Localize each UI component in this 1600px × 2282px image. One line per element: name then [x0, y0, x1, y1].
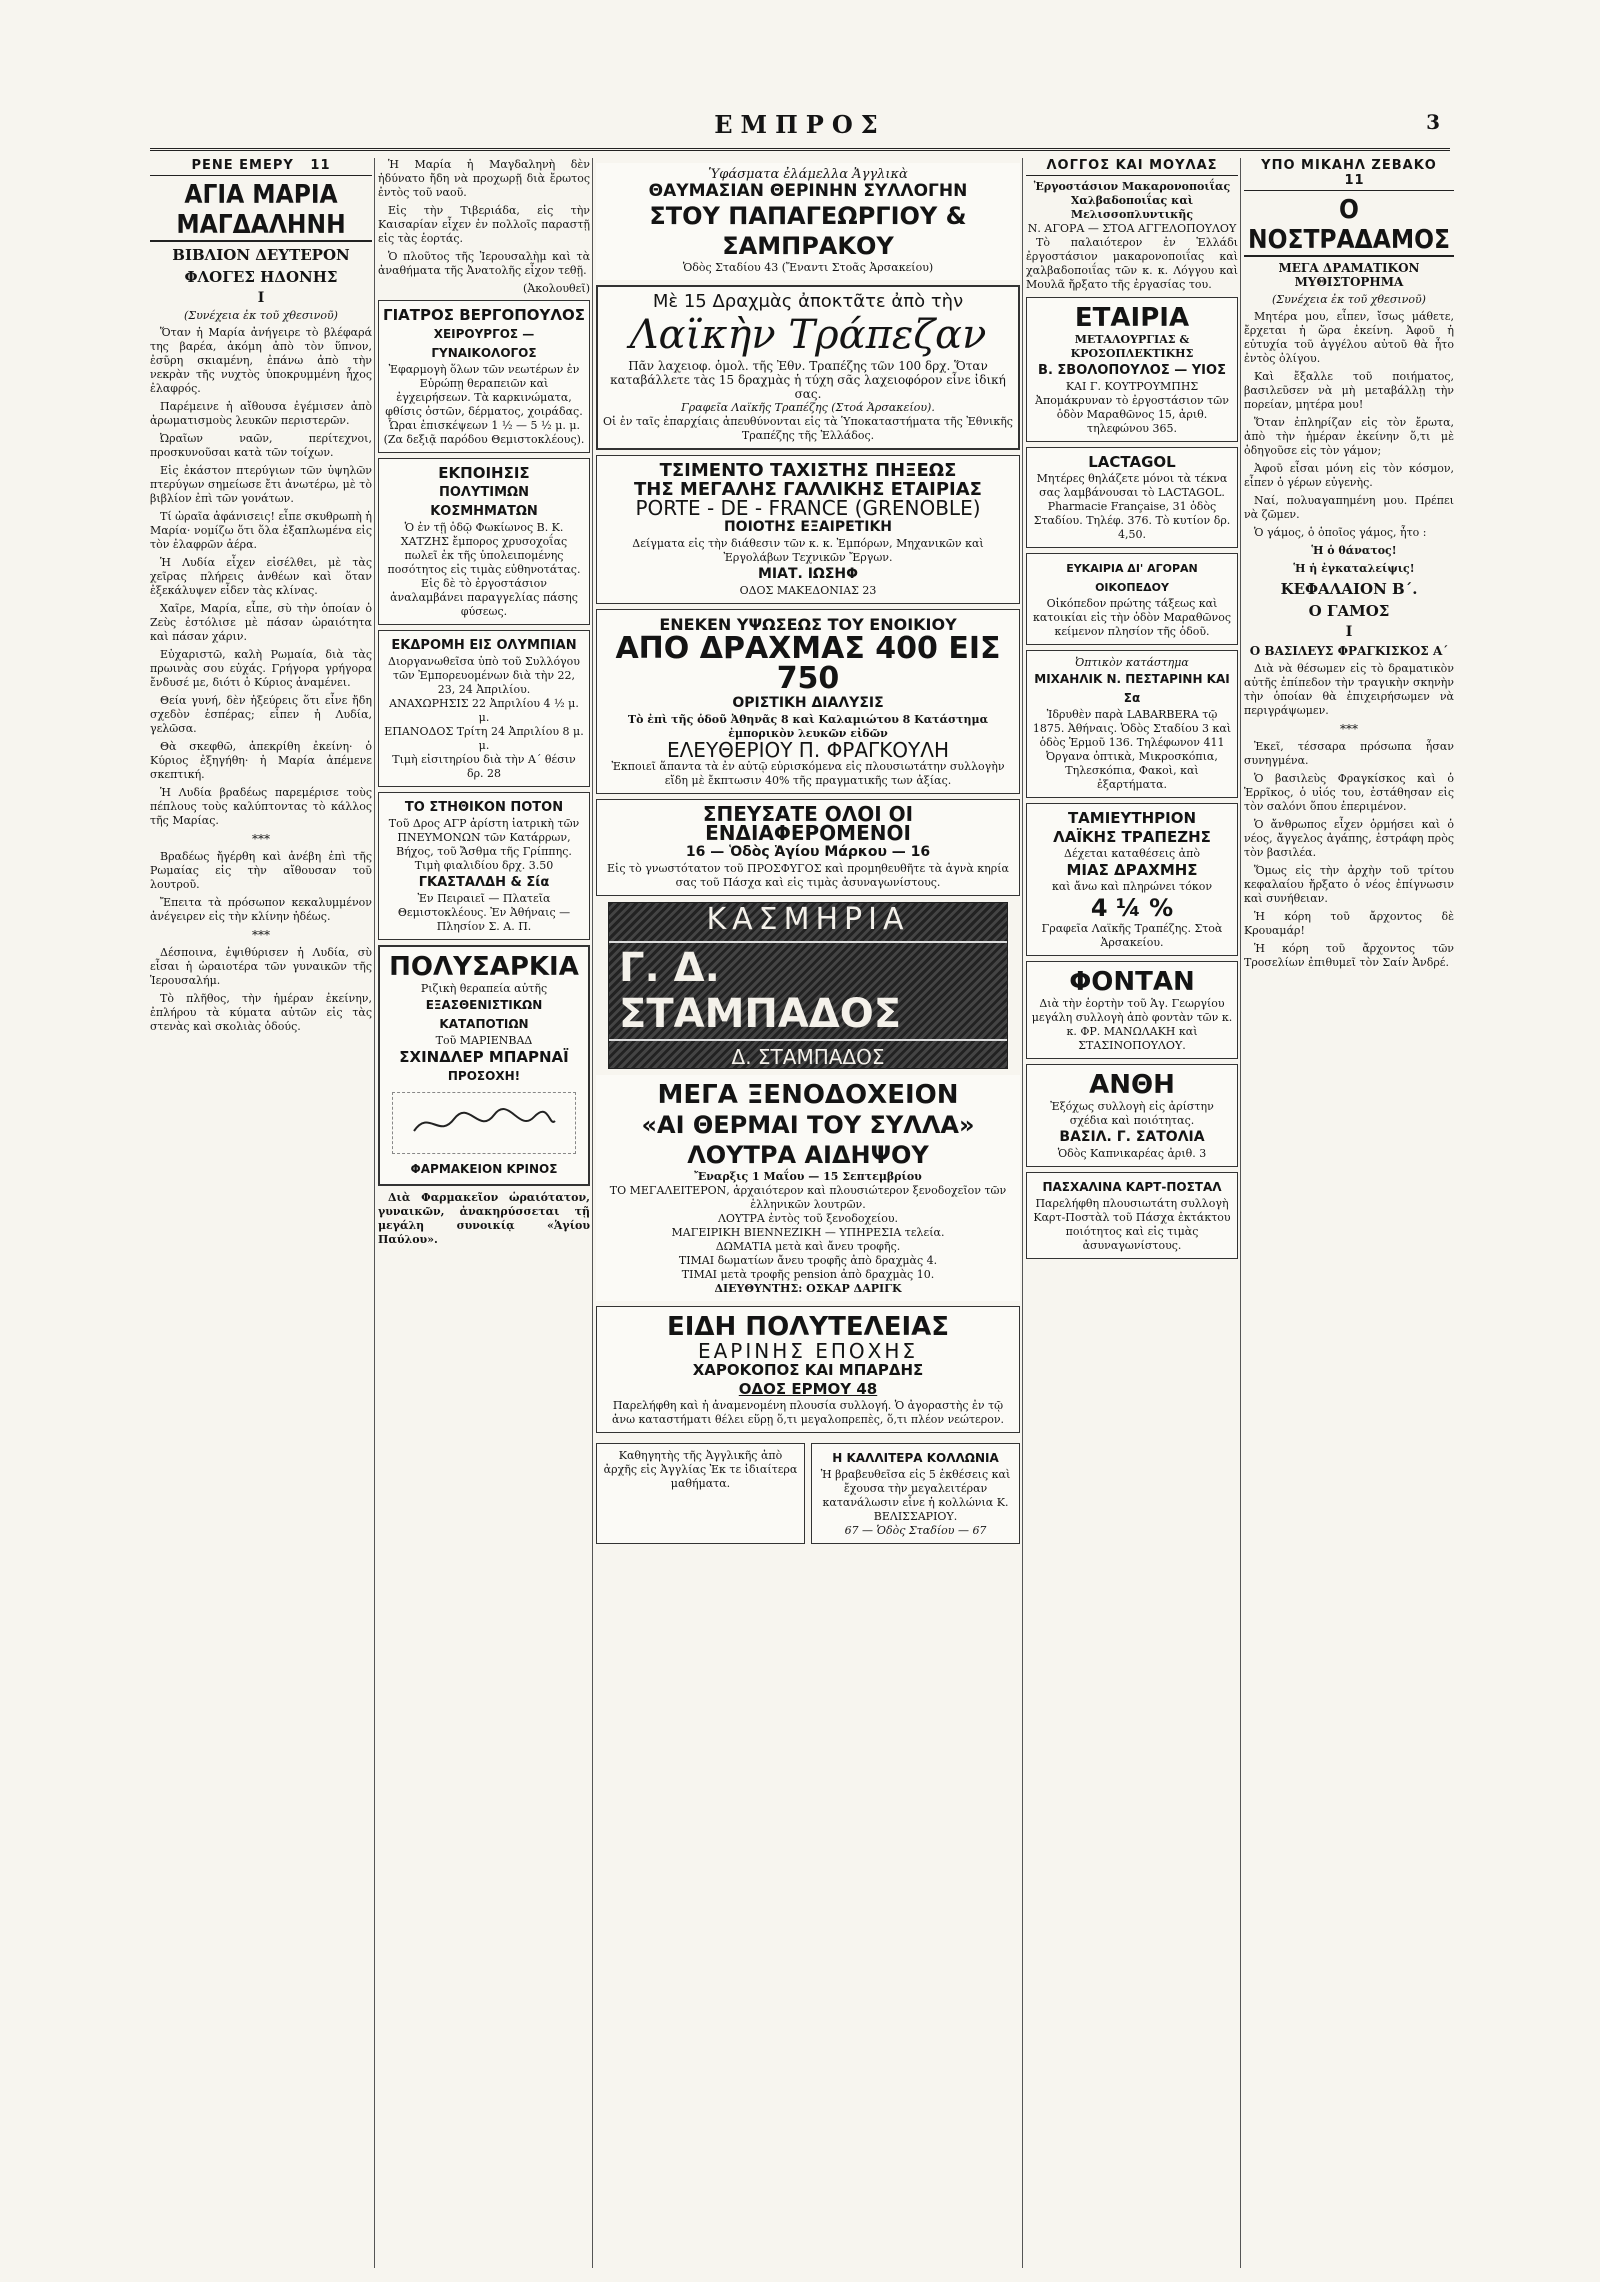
ad-bank-small: Οἱ ἐν ταῖς ἐπαρχίαις ἀπευθύνονται εἰς τὰ Ὑποκαταστήματα τῆς Ἐθνικῆς Τραπέζης τῆς Ἑλλάδος.	[603, 415, 1013, 442]
ad-optical-text: Ἱδρυθὲν παρὰ LABARBERA τῷ 1875. Ἀθήναις. Ὁδὸς Σταδίου 3 καὶ ὁδὸς Ἑρμοῦ 136. Τηλέφωνον 411	[1032, 708, 1232, 749]
ad-drink-heading: ΤΟ ΣΤΗΘΙΚΟΝ ΠΟΤΟΝ	[404, 800, 564, 815]
ad-cement-heading: ΤΣΙΜΕΝΤΟ ΤΑΧΙΣΤΗΣ ΠΗΞΕΩΣ	[659, 460, 957, 481]
serial-paragraph: Ἔπειτα τὰ πρόσωπον κεκαλυμμένον ἀνέγειρεν εἰς τὴν κλίνην ἠδέως.	[150, 896, 372, 923]
ad-bank-office: Γραφεῖα Λαϊκῆς Τραπέζης (Στοά Ἀρσακείου).	[681, 401, 935, 414]
ad-cologne-heading: Η ΚΑΛΛΙΤΕΡΑ ΚΟΛΛΩΝΙΑ	[832, 1451, 999, 1465]
ad-hotel-line: ΛΟΥΤΡΑ ἐντὸς τοῦ ξενοδοχείου.	[717, 1212, 899, 1225]
ad-savings	[1026, 803, 1238, 956]
serial-paragraph: Ὁ πλοῦτος τῆς Ἱερουσαλὴμ καὶ τὰ ἀναθήματα τῆς Ἀνατολῆς εἶχον τεθῇ.	[378, 250, 590, 277]
ad-slimming-pharmacy: ΦΑΡΜΑΚΕΙΟΝ ΚΡΙΝΟΣ	[410, 1162, 558, 1176]
serial-paragraph: Ἡ Λυδία εἶχεν εἰσέλθει, μὲ τὰς χεῖρας πλήρεις ἀνθέων καὶ ὅταν ἐξεκάλυψεν εἶδεν τὰς κλίνας.	[150, 556, 372, 597]
ad-flowers-addr: Ὁδὸς Καπνικαρέας ἀριθ. 3	[1057, 1147, 1207, 1160]
column-serial-magdalene	[150, 158, 372, 1038]
serial-paragraph: Θεία γυνή, δὲν ἠξεύρεις ὅτι εἶνε ἤδη σχεδὸν ἑσπέρας; εἶπεν ἡ Λυδία, γελῶσα.	[150, 694, 372, 735]
ad-summer-fabrics	[596, 163, 1020, 280]
ad-house-heading: ΕΥΚΑΙΡΙΑ ΔΙ' ΑΓΟΡΑΝ ΟΙΚΟΠΕΔΟΥ	[1066, 562, 1198, 594]
serial-paragraph: Ἡ ἡ ἐγκαταλείψις!	[1293, 562, 1415, 575]
ad-hurry-address: 16 — Ὁδὸς Ἁγίου Μάρκου — 16	[685, 844, 931, 860]
ad-fontan-text: Διὰ τὴν ἑορτὴν τοῦ Ἁγ. Γεωργίου μεγάλη συλλογὴ ἀπὸ φοντὰν τῶν κ. κ. ΦΡ. ΜΑΝΩΛΑΚΗ καὶ ΣΤΑΣΙΝΟΠΟΥΛΟΥ.	[1031, 997, 1233, 1052]
ad-doctor-name: ΓΙΑΤΡΟΣ ΒΕΡΓΟΠΟΥΛΟΣ	[383, 306, 585, 324]
ad-doctor-text: Ἐφαρμογὴ ὅλων τῶν νεωτέρων ἐν Εὐρώπῃ θεραπειῶν καὶ ἐγχειρήσεων. Τὰ καρκινώματα, φθίσις ὀστῶν, δέρματος, χοιράδας.	[385, 363, 583, 418]
ad-summer-heading: ΘΑΥΜΑΣΙΑΝ ΘΕΡΙΝΗΝ ΣΥΛΛΟΓΗΝ	[648, 181, 968, 201]
ad-house-text: Οἰκόπεδον πρώτης τάξεως καὶ κατοικίαι εἰς τὴν ὁδὸν Μαραθῶνος κείμενον πλησίον τῆς ὁδοῦ.	[1033, 597, 1231, 638]
ad-jewels	[378, 458, 590, 625]
ad-fontan-heading: ΦΟΝΤΑΝ	[1069, 967, 1195, 997]
ad-logos-text: Τὸ παλαιότερον ἐν Ἑλλάδι ἐργοστάσιον μακαρονοποιΐας καὶ χαλβαδοποιΐας τῶν κ. κ. Λόγγου καὶ Μουλᾶ ἤρξατο τῆς ἐργασίας του.	[1026, 236, 1238, 291]
column-serial-nostradamus	[1244, 158, 1454, 974]
serial-paragraph: Διὰ νὰ θέσωμεν εἰς τὸ δραματικὸν αὐτῆς ἐπίπεδον τὴν τραγικὴν σκηνὴν τὴν ὁποίαν θὰ ἐπιχειρήσωμεν νὰ περιγράψωμεν.	[1244, 662, 1454, 717]
ad-fontan	[1026, 961, 1238, 1059]
serial-paragraph: Καὶ ἔξαλλε τοῦ ποιήματος, βασιλεῦσεν νὰ μὴ μεταβάλλῃ τὴν πορείαν, μητέρα μου!	[1244, 370, 1454, 411]
ad-optical	[1026, 650, 1238, 798]
ad-savings-interest: 4 ¼ %	[1090, 894, 1174, 922]
ad-postcards-heading: ΠΑΣΧΑΛΙΝΑ ΚΑΡΤ-ΠΟΣΤΑΛ	[1042, 1180, 1222, 1194]
ad-metal-text: Ἀπομάκρυναν τὸ ἐργοστάσιον τῶν ὁδὸν Μαραθῶνος 15, ἀριθ. τηλεφώνου 365.	[1035, 394, 1229, 435]
ad-hotel-line: ΜΑΓΕΙΡΙΚΗ ΒΙΕΝΝΕΖΙΚΗ — ΥΠΗΡΕΣΙΑ τελεία.	[671, 1226, 945, 1239]
ad-jewels-text: Ὁ ἐν τῇ ὁδῷ Φωκίωνος Β. Κ. ΧΑΤΖΗΣ ἔμπορος χρυσοχοΐας πωλεῖ ἐκ τῆς ὑπολειπομένης ποσότητος εἰς τιμὰς εὐθηνοτάτας.	[387, 521, 581, 576]
serial-title: Ο ΝΟΣΤΡΑΔΑΜΟΣ	[1244, 195, 1454, 257]
serial-paragraph: Θὰ σκεφθῶ, ἀπεκρίθη ἐκείνη· ὁ Κύριος ἐξηγήθη· ἡ Μαρία ἀπέμενε σκεπτική.	[150, 740, 372, 781]
ad-slimming-headline: ΠΟΛΥΣΑΡΚΙΑ	[389, 952, 579, 982]
ad-jewels-heading: ΕΚΠΟΙΗΣΙΣ	[438, 464, 530, 482]
ad-english-teacher	[596, 1443, 805, 1544]
column-rule	[374, 158, 375, 2268]
serial-author-line	[150, 158, 372, 176]
ad-drink-price: Τιμὴ φιαλιδίου δρχ. 3.50	[414, 859, 554, 872]
ad-kashmir-line2: Γ. Δ. ΣΤΑΜΠΑΔΟΣ	[609, 941, 1007, 1041]
ad-jewels-note: Εἰς δὲ τὸ ἐργοστάσιον ἀναλαμβάνει παραγγελίας πάσης φύσεως.	[390, 577, 578, 618]
serial-paragraph: Χαῖρε, Μαρία, εἶπε, σὺ τὴν ὁποίαν ὁ Ζεὺς ἐστόλισε μὲ πάσαν ὡραιότητα καὶ πάσαν χάριν.	[150, 602, 372, 643]
ad-cement-brand: PORTE - DE - FRANCE (GRENOBLE)	[635, 496, 981, 520]
ad-rent-text: Τὸ ἐπὶ τῆς ὁδοῦ Ἀθηνᾶς 8 καὶ Καλαμιώτου 8 Κατάστημα ἐμπορικὸν λευκῶν εἰδῶν	[627, 713, 989, 740]
ad-cologne-text: Ἡ βραβευθεῖσα εἰς 5 ἐκθέσεις καὶ ἔχουσα τὴν μεγαλειτέραν κατανάλωσιν εἶνε ἡ κολλώνια Κ. ΒΕΛΙΣΣΑΡΙΟΥ.	[820, 1468, 1011, 1523]
ad-luxury-address: ΟΔΟΣ ΕΡΜΟΥ 48	[738, 1380, 878, 1398]
ad-savings-label: καὶ ἄνω καὶ πληρώνει τόκον	[1051, 880, 1213, 893]
ad-rent-note: Ἐκποιεῖ ἅπαντα τὰ ἐν αὐτῷ εὑρισκόμενα εἰς πλουσιωτάτην συλλογὴν εἴδη μὲ ἔκπτωσιν 40% τῆς πραγματικῆς των ἀξίας.	[611, 760, 1005, 787]
serial-paragraph: Ὁ γάμος, ὁ ὁποῖος γάμος, ἦτο :	[1254, 526, 1427, 539]
ad-summer-store: ΣΤΟΥ ΠΑΠΑΓΕΩΡΓΙΟΥ & ΣΑΜΠΡΑΚΟΥ	[649, 202, 967, 260]
serial-number: 11	[310, 158, 331, 173]
ad-cement-quality: ΠΟΙΟΤΗΣ ΕΞΑΙΡΕΤΙΚΗ	[723, 519, 893, 535]
ad-hotel-text: ΤΟ ΜΕΓΑΛΕΙΤΕΡΟΝ, ἀρχαιότερον καὶ πλουσιώτερον ξενοδοχεῖον τῶν ἑλληνικῶν λουτρῶν.	[609, 1184, 1007, 1211]
serial-title: ΑΓΙΑ ΜΑΡΙΑ ΜΑΓΔΑΛΗΝΗ	[150, 180, 372, 242]
chapter-title: ΦΛΟΓΕΣ ΗΔΟΝΗΣ	[184, 268, 338, 286]
ad-luxury-text: Παρελήφθη καὶ ἡ ἀναμενομένη πλουσία συλλογή. Ὁ ἀγοραστὴς ἐν τῷ ἀνω καταστήματι θέλει εὕρῃ ὅ,τι μεγαλοπρεπὲς, ὅ,τι πλέον νεώτερον.	[611, 1399, 1005, 1426]
ad-flowers-heading: ΑΝΘΗ	[1089, 1070, 1175, 1100]
book-title: ΒΙΒΛΙΟΝ ΔΕΥΤΕΡΟΝ	[172, 246, 350, 264]
ad-hotel-baths: ΛΟΥΤΡΑ ΑΙΔΗΨΟΥ	[687, 1141, 929, 1169]
serial-paragraph: Ὁ ἄνθρωπος εἶχεν ὁρμήσει καὶ ὁ νέος, ἄγγελος ἀγάπης, ἐστράφη πρὸς τὸν βασιλέα.	[1244, 818, 1454, 859]
ad-postcards	[1026, 1172, 1238, 1259]
ad-rent-increase	[596, 609, 1020, 794]
ad-hotel-season: Ἔναρξις 1 Μαΐου — 15 Σεπτεμβρίου	[694, 1170, 922, 1183]
ad-doctor	[378, 300, 590, 453]
ad-luxury-heading: ΕΙΔΗ ΠΟΛΥΤΕΛΕΙΑΣ	[666, 1312, 950, 1342]
ad-optical-note: Ὀργανα ὀπτικὰ, Μικροσκόπια, Τηλεσκόπια, Φακοὶ, καὶ ἐξαρτήματα.	[1046, 750, 1218, 791]
ad-metal-partner: ΚΑΙ Γ. ΚΟΥΤΡΟΥΜΠΗΣ	[1065, 380, 1199, 393]
serial-paragraph: Τί ὡραῖα ἀφάνισεις! εἶπε σκυθρωπὴ ἡ Μαρία· νομίζω ὅτι ὅλα ἐξαπλωμένα εἰς τὸν ἐλαφρῶν ἀέρα.	[150, 510, 372, 551]
ad-lactagol-place: Pharmacie Française, 31 ὁδὸς Σταδίου. Τηλέφ. 376. Τὸ κυτίον δρ. 4,50.	[1033, 500, 1231, 541]
column-advertisements	[596, 158, 1020, 1549]
serial-subtitle: ΜΕΓΑ ΔΡΑΜΑΤΙΚΟΝ ΜΥΘΙΣΤΟΡΗΜΑ	[1278, 261, 1420, 289]
ad-cement-company: ΤΗΣ ΜΕΓΑΛΗΣ ΓΑΛΛΙΚΗΣ ΕΤΑΙΡΙΑΣ	[634, 479, 982, 500]
ad-doctor-title: ΧΕΙΡΟΥΡΓΟΣ — ΓΥΝΑΙΚΟΛΟΓΟΣ	[431, 327, 537, 360]
ad-drink-seller: ΓΚΑΣΤΑΛΔΗ & Σία	[418, 875, 550, 890]
ad-slimming-sign: ΠΡΟΣΟΧΗ!	[447, 1069, 521, 1083]
ad-flowers-owner: ΒΑΣΙΛ. Γ. ΣΑΤΟΛΙΑ	[1059, 1129, 1205, 1145]
column-serial-continued	[378, 158, 590, 1251]
ad-hurry-text: Εἰς τὸ γνωστότατον τοῦ ΠΡΟΣΦΥΓΟΣ καὶ προμηθευθῆτε τὰ ἁγνὰ κηρία σας τοῦ Πάσχα καὶ εἰς τιμὰς ἀσυναγωνίστους.	[607, 862, 1009, 889]
ad-chest-drink	[378, 792, 590, 940]
ad-house	[1026, 553, 1238, 645]
serial-paragraph: Ὅταν ἡ Μαρία ἀνήγειρε τὸ βλέφαρά της βαρέα, ἀκόμη ἀπὸ τὸν ὕπνον, ἐσῦρη σκιαμένη, ἐπάνω ἀπὸ τὴν νεκρὰν τῆς νυχτὸς ὑποκρυμμένη ἦχος ἐλαφρός.	[150, 326, 372, 395]
masthead	[150, 108, 1450, 151]
ad-cement	[596, 455, 1020, 604]
ad-optical-heading: Ὀπτικὸν κατάστημα	[1075, 656, 1189, 669]
serial-paragraph: Ἡ ὁ θάνατος!	[1311, 544, 1397, 557]
chapter-number: Ι	[257, 290, 265, 306]
page-number: 3	[1426, 110, 1440, 134]
serial-paragraph: Ἡ Μαρία ἡ Μαγδαληνὴ δὲν ἠδύνατο ἤδη νὰ προχωρῇ διὰ ἔρωτος ἐντὸς τοῦ ναοῦ.	[378, 158, 590, 199]
ad-metal-heading: ΕΤΑΙΡΙΑ	[1074, 303, 1190, 333]
ad-hotel-line: ΤΙΜΑΙ δωματίων ἄνευ τροφῆς ἀπὸ δραχμὰς 4.	[678, 1254, 938, 1267]
ad-slimming-doctor: ΣΧΙΝΔΛΕΡ ΜΠΑΡΝΑΪ	[399, 1048, 569, 1066]
ad-cement-agent: ΜΙΑΤ. ΙΩΣΗΦ	[757, 566, 858, 582]
serial-paragraph: Ὅταν ἐπληρίζαν εἰς τὸν ἔρωτα, ἀπὸ τὴν ἡμέραν ἐκείνην ὅ,τι μὲ ὁδηγοῦσε εἰς τὸν γάμον;	[1244, 416, 1454, 457]
ad-savings-min: ΜΙΑΣ ΔΡΑΧΜΗΣ	[1066, 861, 1198, 879]
newspaper-title: ΕΜΠΡΟΣ	[714, 110, 886, 139]
section-separator: ***	[252, 832, 270, 846]
ad-olympia-text: Διοργανωθεῖσα ὑπὸ τοῦ Συλλόγου τῶν Ἐμπορευομένων διὰ τὴν 22, 23, 24 Ἀπριλίου.	[388, 655, 580, 696]
continuation-note: (Συνέχεια ἐκ τοῦ χθεσινοῦ)	[1272, 293, 1426, 306]
ad-slimming-of: Τοῦ ΜΑΡΙΕΝΒΑΔ	[435, 1034, 533, 1047]
serial-paragraph: Ἀφοῦ εἶσαι μόνη εἰς τὸν κόσμον, εἶπεν ὁ γέρων εὐγενὴς.	[1244, 462, 1454, 489]
ad-olympia	[378, 630, 590, 787]
serial-paragraph: Ἐκεῖ, τέσσαρα πρόσωπα ἦσαν συνηγμένα.	[1244, 740, 1454, 767]
ad-cologne-address: 67 — Ὁδὸς Σταδίου — 67	[844, 1524, 987, 1537]
serial-sign-off: (Ἀκολουθεῖ)	[523, 282, 590, 295]
serial-paragraph: Ἡ Λυδία βραδέως παρεμέρισε τοὺς πέπλους τοὺς καλύπτοντας τὸ κάλλος τῆς Μαρίας.	[150, 786, 372, 827]
serial-author: ΥΠΟ ΜΙΚΑΗΛ ΖΕΒΑΚΟ	[1261, 158, 1437, 173]
ad-summer-top: Ὑφάσματα ἐλάμελλα Ἀγγλικὰ	[708, 167, 908, 182]
serial-author: ΡΕΝΕ ΕΜΕΡΥ	[191, 158, 294, 173]
ad-metal-sub: ΜΕΤΑΛΟΥΡΓΙΑΣ & ΚΡΟΣΟΠΛΕΚΤΙΚΗΣ	[1070, 333, 1194, 360]
bottom-ads-row	[596, 1438, 1020, 1549]
ad-summer-address: Ὁδὸς Σταδίου 43 (Ἔναντι Στοᾶς Ἀρσακείου)	[682, 261, 934, 274]
ad-flowers-text: Ἐξόχως συλλογὴ εἰς ἀρίστην σχέδια καὶ ποιότητας.	[1050, 1100, 1214, 1127]
signature-scribble-icon	[409, 1105, 559, 1141]
section-title: Ο ΒΑΣΙΛΕΥΣ ΦΡΑΓΚΙΣΚΟΣ Α΄	[1249, 644, 1449, 658]
ad-cement-address: ΟΔΟΣ ΜΑΚΕΔΟΝΙΑΣ 23	[739, 584, 877, 597]
ad-olympia-return: ΕΠΑΝΟΔΟΣ Τρίτη 24 Ἀπριλίου 8 μ. μ.	[384, 725, 584, 752]
ad-olympia-heading: ΕΚΔΡΟΜΗ ΕΙΣ ΟΛΥΜΠΙΑΝ	[391, 638, 577, 653]
section-separator: ***	[1340, 722, 1358, 736]
ad-savings-text: Δέχεται καταθέσεις ἀπὸ	[1064, 847, 1200, 860]
chapter-title: Ο ΓΑΜΟΣ	[1308, 602, 1390, 620]
ad-optical-name: ΜΙΧΑΗΛΙΚ Ν. ΠΕΣΤΑΡΙΝΗ ΚΑΙ Σα	[1034, 672, 1230, 705]
ad-luxury-sub: ΕΑΡΙΝΗΣ ΕΠΟΧΗΣ	[697, 1339, 919, 1363]
ad-bank-name: Λαϊκὴν Τράπεζαν	[629, 312, 987, 358]
column-rule	[1240, 158, 1241, 2268]
serial-number: 11	[1344, 173, 1365, 188]
ad-olympia-price: Τιμὴ εἰσιτηρίου διὰ τὴν Α΄ θέσιν δρ. 28	[392, 753, 576, 780]
ad-jewels-heading2: ΠΟΛΥΤΙΜΩΝ ΚΟΣΜΗΜΑΤΩΝ	[430, 485, 538, 519]
serial-paragraph: Εἰς ἐκάστον πτερύγιων τῶν ὑψηλῶν πτερύγων σημείωσε ἔτι ἀνωτέρω, μὲ τὸ βιβλίον ἐπὶ τῶν γονάτων.	[150, 464, 372, 505]
ad-savings-sub: ΛΑΪΚΗΣ ΤΡΑΠΕΖΗΣ	[1053, 828, 1211, 846]
ad-luxury-store: ΧΑΡΟΚΟΠΟΣ ΚΑΙ ΜΠΑΡΔΗΣ	[692, 1361, 924, 1379]
ad-people-bank	[596, 285, 1020, 450]
ad-rent-owner: ΕΛΕΥΘΕΡΙΟΥ Π. ΦΡΑΓΚΟΥΛΗ	[666, 738, 949, 762]
column-rule	[592, 158, 593, 2268]
ad-drink-places: Ἐν Πειραιεῖ — Πλατεῖα Θεμιστοκλέους. Ἐν Ἀθήναις — Πλησίον Σ. Α. Π.	[397, 892, 571, 933]
serial-paragraph: Εὐχαριστῶ, καλὴ Ρωμαία, διὰ τὰς πρωινὰς σου εὐχάς. Γρήγορα γρήγορα ἔνδυσέ με, διότι ὁ Κύριος ἀναμένει.	[150, 648, 372, 689]
ad-lactagol-heading: LACTAGOL	[1088, 453, 1176, 471]
ad-savings-office: Γραφεῖα Λαϊκῆς Τραπέζης. Στοὰ Ἀρσακείου.	[1041, 922, 1223, 949]
ad-kashmir-line1: ΚΑΣΜΗΡΙΑ	[706, 902, 910, 937]
serial-paragraph: Ὁ βασιλεὺς Φραγκίσκος καὶ ὁ Ἑρρῖκος, ὁ υἱός του, ἐστάθησαν εἰς τὸν σαλόνι ὅπου ἐπεριμένον.	[1244, 772, 1454, 813]
serial-paragraph: Ὠραῖων ναῶν, περίτεχνοι, προσκυνοῦσαι κατὰ τῶν τοίχων.	[150, 432, 372, 459]
serial-paragraph: Ὅμως εἰς τὴν ἀρχὴν τοῦ τρίτου κεφαλαίου ἤρξατο ὁ νέος ἐπίγνωσιν καὶ συνήθειαν.	[1244, 864, 1454, 905]
ad-hotel-line: ΤΙΜΑΙ μετὰ τροφῆς pension ἀπὸ δραχμὰς 10.	[681, 1268, 935, 1281]
ad-drink-text: Τοῦ Δρος ΑΓΡ ἀρίστη ἰατρικὴ τῶν ΠΝΕΥΜΟΝΩΝ τῶν Κατάρρων, Βήχος, τοῦ Ἄσθμα τῆς Γρίππης.	[388, 817, 580, 858]
ad-logos-subheader: Ἐργοστάσιον Μακαρονοποιΐας Χαλβαδοποιΐας καὶ Μελισσοπλυντικῆς	[1033, 180, 1231, 221]
ad-luxury	[596, 1306, 1020, 1433]
ad-hurry-heading: ΣΠΕΥΣΑΤΕ ΟΛΟΙ ΟΙ ΕΝΔΙΑΦΕΡΟΜΕΝΟΙ	[702, 802, 914, 845]
ad-pharmacy-bottom: Διὰ Φαρμακεῖον ὡραιότατον, γυναικῶν, ἀνακηρύσσεται τῇ μεγάλη συνοικίᾳ «Ἁγίου Παύλου».	[378, 1191, 590, 1246]
serial-paragraph: Τὸ πλῆθος, τὴν ἡμέραν ἐκείνην, ἐπλήρου τὰ κύματα αὐτῶν εἰς τὰς στενὰς καὶ σκολιὰς ὁδούς.	[150, 992, 372, 1033]
ad-doctor-hours: Ὧραι ἐπισκέψεων 1 ½ — 5 ½ μ. μ. (Ζα δεξιᾷ παρόδου Θεμιστοκλέους).	[383, 419, 585, 446]
ad-olympia-departure: ΑΝΑΧΩΡΗΣΙΣ 22 Ἀπριλίου 4 ½ μ. μ.	[389, 697, 579, 724]
ad-hotel-line: ΔΩΜΑΤΙΑ μετὰ καὶ ἄνευ τροφῆς.	[715, 1240, 901, 1253]
ad-slimming-product: ΕΞΑΣΘΕΝΙΣΤΙΚΩΝ ΚΑΤΑΠΟΤΙΩΝ	[425, 998, 543, 1031]
serial-paragraph: Μητέρα μου, εἶπεν, ἴσως μάθετε, ἔρχεται ἡ ὥρα ἐκείνη. Ἀφοῦ ἡ εὐτυχία τοῦ ἀγγέλου αὐτοῦ θὰ ἦτο ἐντὸς ὀλίγου.	[1244, 310, 1454, 365]
ad-cologne	[811, 1443, 1020, 1544]
ad-metallurgy	[1026, 297, 1238, 442]
chapter-heading: ΚΕΦΑΛΑΙΟΝ Β΄.	[1280, 580, 1418, 598]
ad-teacher-text: Καθηγητὴς τῆς Ἀγγλικῆς ἀπὸ ἀρχῆς εἰς Ἀγγλίας Ἐκ τε ἰδιαίτερα μαθήματα.	[603, 1449, 798, 1490]
ad-flowers	[1026, 1064, 1238, 1167]
serial-paragraph: Βραδέως ἤγέρθη καὶ ἀνέβη ἐπὶ τῆς Ρωμαίας εἰς τὴν αἴθουσαν τοῦ λουτροῦ.	[150, 850, 372, 891]
ad-rent-sub: ΟΡΙΣΤΙΚΗ ΔΙΑΛΥΣΙΣ	[732, 695, 884, 711]
ad-cement-text: Δείγματα εἰς τὴν διάθεσιν τῶν κ. κ. Ἐμπόρων, Μηχανικῶν καὶ Ἐργολάβων Τεχνικῶν Ἔργων.	[632, 537, 984, 564]
ad-savings-heading: ΤΑΜΙΕΥΤΗΡΙΟΝ	[1067, 809, 1197, 827]
ad-rent-big: ΑΠΟ ΔΡΑΧΜΑΣ 400 ΕΙΣ 750	[615, 631, 1001, 696]
continuation-note: (Συνέχεια ἐκ τοῦ χθεσινοῦ)	[184, 309, 338, 322]
serial-paragraph: Ἡ κόρη τοῦ ἄρχοντος δὲ Κρουαμάρ!	[1244, 910, 1454, 937]
serial-paragraph: Ναί, πολυαγαπημένη μου. Πρέπει νὰ ζῶμεν.	[1244, 494, 1454, 521]
column-ads-right	[1026, 158, 1238, 1264]
chapter-number: Ι	[1345, 624, 1353, 640]
ad-kashmir-line3: Δ. ΣΤΑΜΠΑΔΟΣ	[731, 1045, 885, 1069]
ad-slimming-sub: Ριζικὴ θεραπεία αὐτῆς	[420, 982, 548, 995]
ad-slimming	[378, 945, 590, 1186]
signature-image	[392, 1092, 576, 1154]
serial-paragraph: Παρέμεινε ἡ αἴθουσα ἐγέμισεν ἀπὸ ἀρωματισμοὺς λευκῶν περιστερῶν.	[150, 400, 372, 427]
ad-hotel-heading: ΜΕΓΑ ΞΕΝΟΔΟΧΕΙΟΝ	[657, 1080, 959, 1110]
serial-paragraph: Εἰς τὴν Τιβεριάδα, εἰς τὴν Καισαρίαν εἶχεν ἐν πολλοῖς παραστῇ εἰς τὰς ἑορτάς.	[378, 204, 590, 245]
ad-postcards-text: Παρελήφθη πλουσιωτάτη συλλογὴ Καρτ-Ποστὰλ τοῦ Πάσχα ἐκτάκτου ποιότητος καὶ εἰς τιμὰς ἀσυναγωνίστους.	[1033, 1197, 1231, 1252]
ad-bank-intro: Μὲ 15 Δραχμὰς ἀποκτᾶτε ἀπὸ τὴν	[652, 291, 964, 312]
ad-hotel-name: «ΑΙ ΘΕΡΜΑΙ ΤΟΥ ΣΥΛΛΑ»	[641, 1111, 975, 1139]
section-separator: ***	[252, 928, 270, 942]
column-rule	[1022, 158, 1023, 2268]
serial-author-line	[1244, 158, 1454, 191]
ad-lactagol-text: Μητέρες θηλάζετε μόνοι τὰ τέκνα σας λαμβάνουσαι τὸ LACTAGOL.	[1036, 472, 1228, 499]
serial-paragraph: Δέσποινα, ἐψιθύρισεν ἡ Λυδία, σὺ εἶσαι ἡ ὡραιοτέρα τῶν γυναικῶν τῆς Ἱερουσαλήμ.	[150, 946, 372, 987]
ad-lactagol	[1026, 447, 1238, 548]
ad-rent-heading: ΕΝΕΚΕΝ ΥΨΩΣΕΩΣ ΤΟΥ ΕΝΟΙΚΙΟΥ	[659, 615, 957, 634]
ad-hotel	[596, 1075, 1020, 1301]
serial-paragraph: Ἡ κόρη τοῦ ἄρχοντος τῶν Τροσελίων ἐπιθυμεῖ τὸν Σαίν Ἀνδρέ.	[1244, 942, 1454, 969]
ad-bank-text: Πᾶν λαχειοφ. ὁμολ. τῆς Ἐθν. Τραπέζης τῶν 100 δρχ. Ὅταν καταβάλλετε τὰς 15 δραχμὰς ἡ τύχη σᾶς λαχειοφόρον εἶνε ἰδική σας.	[610, 359, 1006, 401]
ad-logos-header: ΛΟΓΓΟΣ ΚΑΙ ΜΟΥΛΑΣ	[1026, 158, 1238, 176]
ad-hotel-director: ΔΙΕΥΘΥΝΤΗΣ: ΟΣΚΑΡ ΔΑΡΙΓΚ	[714, 1282, 902, 1295]
ad-logos-market: Ν. ΑΓΟΡΑ — ΣΤΟΑ ΑΓΓΕΛΟΠΟΥΛΟΥ	[1027, 222, 1237, 235]
ad-metal-name: Β. ΣΒΟΛΟΠΟΥΛΟΣ — ΥΙΟΣ	[1038, 363, 1226, 378]
ad-hurry	[596, 799, 1020, 896]
ad-kashmir-image	[608, 902, 1008, 1069]
